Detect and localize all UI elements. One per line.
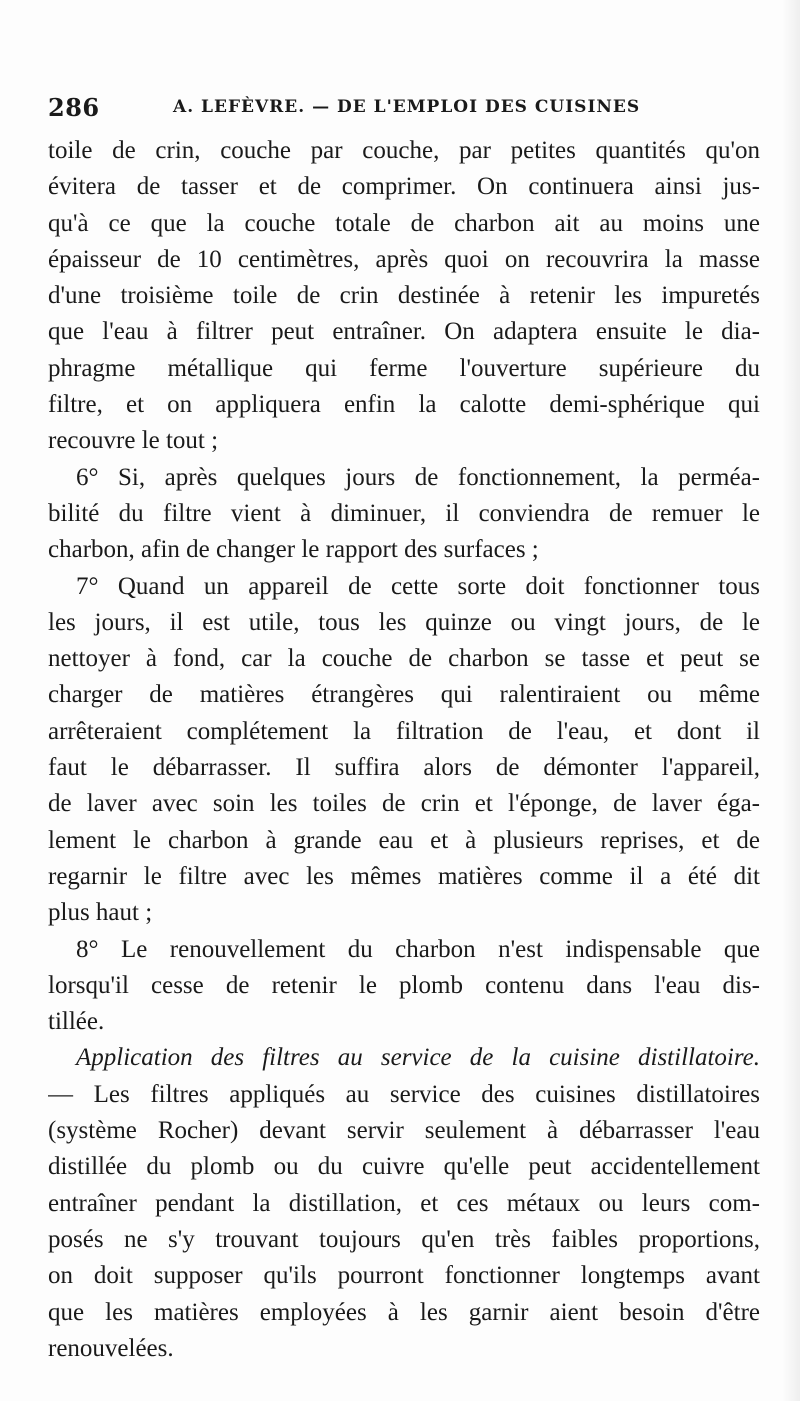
- text-line: filtre, et on appliquera enfin la calotte demi-sphérique qui: [48, 391, 760, 419]
- text-line: recouvre le tout ;: [48, 427, 219, 455]
- page-edge-shadow: [782, 0, 800, 1401]
- paragraph-continuation: [48, 133, 760, 460]
- section-heading: Application des filtres au service de la cuisine distillatoire.: [76, 1044, 760, 1072]
- text-line: 6° Si, après quelques jours de fonctionnement, la perméa-: [76, 463, 760, 491]
- text-line: lorsqu'il cesse de retenir le plomb contenu dans l'eau dis-: [48, 971, 760, 999]
- text-line: phragme métallique qui ferme l'ouverture supérieure du: [48, 354, 760, 382]
- text-line: toile de crin, couche par couche, par petites quantités qu'on: [48, 137, 760, 164]
- paragraph-item-6: [48, 460, 760, 569]
- text-line: d'une troisième toile de crin destinée à retenir les impuretés: [48, 282, 760, 310]
- text-line: on doit supposer qu'ils pourront fonctionner longtemps avant: [48, 1262, 760, 1290]
- text-line: lement le charbon à grande eau et à plusieurs reprises, et de: [48, 826, 760, 854]
- text-line: — Les filtres appliqués au service des cuisines distillatoires: [48, 1080, 760, 1108]
- body-text: [48, 133, 760, 1367]
- text-line: plus haut ;: [48, 899, 153, 927]
- text-line: de laver avec soin les toiles de crin et l'éponge, de laver éga-: [48, 790, 760, 818]
- text-line: qu'à ce que la couche totale de charbon ait au moins une: [48, 209, 760, 237]
- text-line: nettoyer à fond, car la couche de charbon se tasse et peut se: [48, 645, 760, 673]
- text-line: entraîner pendant la distillation, et ces métaux ou leurs com-: [48, 1189, 760, 1217]
- paragraph-item-8: [48, 932, 760, 1041]
- running-head: A. LEFÈVRE. — DE L'EMPLOI DES CUISINES: [173, 97, 641, 117]
- text-line: distillée du plomb ou du cuivre qu'elle peut accidentellement: [48, 1153, 760, 1181]
- text-line: bilité du filtre vient à diminuer, il conviendra de remuer le: [48, 499, 760, 527]
- text-line: faut le débarrasser. Il suffira alors de démonter l'appareil,: [48, 754, 760, 782]
- text-line: arrêteraient complétement la filtration de l'eau, et dont il: [48, 717, 760, 745]
- text-line: 7° Quand un appareil de cette sorte doit fonctionner tous: [76, 572, 760, 600]
- text-line: tillée.: [48, 1008, 105, 1036]
- text-line: renouvelées.: [48, 1334, 174, 1362]
- text-line: que les matières employées à les garnir aient besoin d'être: [48, 1298, 760, 1326]
- text-line: que l'eau à filtrer peut entraîner. On adaptera ensuite le dia-: [48, 318, 760, 346]
- page-number: 286: [48, 93, 100, 122]
- section-application: [48, 1040, 760, 1367]
- text-line: charger de matières étrangères qui ralentiraient ou même: [48, 681, 760, 709]
- text-line: les jours, il est utile, tous les quinze ou vingt jours, de le: [48, 608, 760, 636]
- page-header: [48, 93, 760, 123]
- text-line: posés ne s'y trouvant toujours qu'en très faibles proportions,: [48, 1225, 760, 1253]
- text-line: 8° Le renouvellement du charbon n'est indispensable que: [76, 935, 760, 963]
- text-line: épaisseur de 10 centimètres, après quoi on recouvrira la masse: [48, 245, 760, 273]
- text-line: charbon, afin de changer le rapport des surfaces ;: [48, 536, 539, 564]
- text-line: regarnir le filtre avec les mêmes matières comme il a été dit: [48, 862, 760, 890]
- text-line: (système Rocher) devant servir seulement à débarrasser l'eau: [48, 1117, 760, 1145]
- paragraph-item-7: [48, 569, 760, 932]
- text-line: évitera de tasser et de comprimer. On continuera ainsi jus-: [48, 173, 760, 201]
